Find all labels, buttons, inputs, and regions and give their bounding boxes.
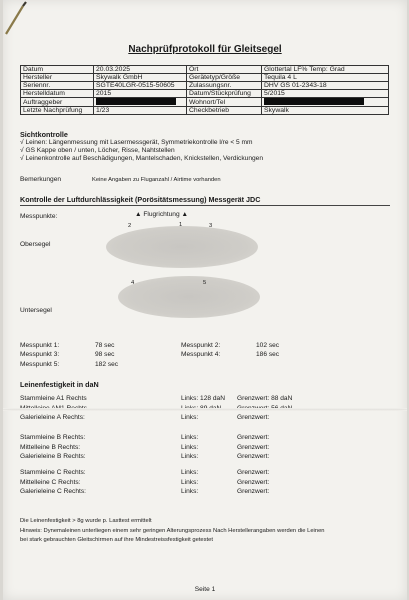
info-cell: SGTE40LGR-0515-50605 — [94, 82, 187, 90]
info-cell: Herstelldatum — [21, 90, 94, 98]
info-row — [21, 66, 389, 74]
info-row — [21, 82, 389, 90]
info-cell: Seriennr. — [21, 82, 94, 90]
info-row — [21, 90, 389, 98]
info-cell: Hersteller — [21, 74, 94, 82]
line-grenzwert: Grenzwert: — [237, 434, 270, 441]
redaction-bar — [264, 98, 364, 105]
messpunkt-label: Messpunkt 4: — [181, 351, 221, 358]
leinen-heading: Leinenfestigkeit in daN — [20, 380, 99, 389]
info-cell: DHV GS 01-2343-18 — [262, 82, 389, 90]
footer-note: Hinweis: Dynemaleinen unterliegen einem sehr geringen Alterungsprozess Nach Herstellerangaben werden die Leinen — [20, 528, 325, 534]
point-label: 2 — [128, 223, 132, 229]
pen-mark — [3, 0, 29, 40]
info-cell: Datum/Stückprüfung — [187, 90, 262, 98]
redaction-bar — [96, 98, 176, 105]
info-cell: Ort — [187, 66, 262, 74]
footer-note: Die Leinenfestigkeit > 8g wurde p. Lasttest ermittelt — [20, 518, 152, 524]
line-links: Links: — [181, 478, 199, 486]
sicht-heading: Sichtkontrolle — [20, 130, 68, 139]
info-cell: Skywalk — [262, 106, 389, 114]
paper-fold — [3, 408, 407, 411]
line-name: Galerieleine A Rechts: — [20, 414, 85, 421]
sicht-item: √ GS Kappe oben / unten, Löcher, Risse, Nahtstellen — [20, 147, 175, 154]
untersegel-label: Untersegel — [20, 307, 52, 314]
info-cell — [262, 98, 389, 106]
info-cell: Datum — [21, 66, 94, 74]
line-links: Links: — [181, 453, 199, 460]
messpunkt-value: 102 sec — [256, 342, 280, 349]
obersegel-diagram — [106, 226, 258, 268]
line-name: Galerieleine C Rechts: — [20, 488, 86, 495]
untersegel-diagram — [118, 276, 260, 318]
flugrichtung-label: ▲ Flugrichtung ▲ — [135, 211, 189, 218]
info-row — [21, 74, 389, 82]
info-cell: Wohnort/Tel — [187, 98, 262, 106]
info-cell: 1/23 — [94, 106, 187, 114]
info-cell: Tequila 4 L — [262, 74, 389, 82]
line-grenzwert: Grenzwert: — [237, 443, 270, 451]
info-cell: Skywalk GmbH — [94, 74, 187, 82]
line-name: Mittelleine B Rechts: — [20, 443, 81, 451]
document-page — [3, 0, 407, 600]
page-title: Nachprüfprotokoll für Gleitsegel — [128, 44, 282, 55]
line-links: Links: — [181, 488, 199, 495]
luft-heading: Kontrolle der Luftdurchlässigkeit (Porösitätsmessung) Messgerät JDC — [20, 195, 261, 204]
line-links: Links: 128 daN — [181, 395, 225, 402]
point-label: 5 — [203, 280, 207, 286]
info-cell: Zulassungsnr. — [187, 82, 262, 90]
line-name: Stammleine B Rechts: — [20, 434, 86, 441]
messpunkt-label: Messpunkt 5: — [20, 361, 60, 368]
line-grenzwert: Grenzwert: 88 daN — [237, 395, 293, 402]
obersegel-label: Obersegel — [20, 241, 51, 248]
line-name: Galerieleine B Rechts: — [20, 453, 86, 460]
point-label: 4 — [131, 280, 135, 286]
footer-note: bei stark gebrauchten Gleitschirmen auf ihre Mindestreissfestigkeit getestet — [20, 537, 214, 543]
bemerkungen-label: Bemerkungen — [20, 176, 62, 183]
messpunkt-value: 78 sec — [95, 342, 115, 349]
info-cell — [94, 98, 187, 106]
info-cell: Glottertal LF% Temp: Grad — [262, 66, 389, 74]
line-links: Links: — [181, 469, 199, 476]
sicht-item: √ Leinenkontrolle auf Beschädigungen, Mantelschaden, Knickstellen, Verdickungen — [20, 155, 263, 162]
info-cell: 5/2015 — [262, 90, 389, 98]
messpunkt-label: Messpunkt 3: — [20, 351, 60, 358]
line-grenzwert: Grenzwert: — [237, 469, 270, 476]
line-grenzwert: Grenzwert: — [237, 453, 270, 460]
sicht-item: √ Leinen: Längenmessung mit Lasermessgerät, Symmetriekontrolle l/re < 5 mm — [20, 139, 253, 146]
page-number: Seite 1 — [194, 586, 216, 593]
line-grenzwert: Grenzwert: — [237, 478, 270, 486]
info-cell: Gerätetyp/Größe — [187, 74, 262, 82]
info-cell: 2015 — [94, 90, 187, 98]
messpunkt-value: 182 sec — [95, 361, 119, 368]
line-links: Links: — [181, 443, 199, 451]
line-grenzwert: Grenzwert: — [237, 414, 270, 421]
line-name: Stammleine C Rechts: — [20, 469, 86, 476]
info-row — [21, 106, 389, 114]
messpunkt-label: Messpunkt 1: — [20, 342, 60, 349]
line-links: Links: — [181, 414, 199, 421]
line-grenzwert: Grenzwert: — [237, 488, 270, 495]
divider — [20, 205, 390, 206]
line-name: Stammleine A1 Rechts — [20, 395, 87, 402]
line-name: Mittelleine C Rechts: — [20, 478, 81, 486]
messpunkt-value: 186 sec — [256, 351, 280, 358]
messpunkt-label: Messpunkt 2: — [181, 342, 221, 349]
info-row — [21, 98, 389, 106]
line-links: Links: — [181, 434, 199, 441]
point-label: 1 — [179, 222, 183, 228]
info-cell: 20.03.2025 — [94, 66, 187, 74]
messpunkte-label: Messpunkte: — [20, 213, 58, 220]
info-cell: Checkbetrieb — [187, 106, 262, 114]
info-table — [20, 65, 389, 115]
bemerkungen-text: Keine Angaben zu Fluganzahl / Airtime vorhanden — [92, 177, 221, 183]
info-cell: Letzte Nachprüfung — [21, 106, 94, 114]
messpunkt-value: 98 sec — [95, 351, 115, 358]
info-cell: Auftraggeber — [21, 98, 94, 106]
point-label: 3 — [209, 223, 213, 229]
